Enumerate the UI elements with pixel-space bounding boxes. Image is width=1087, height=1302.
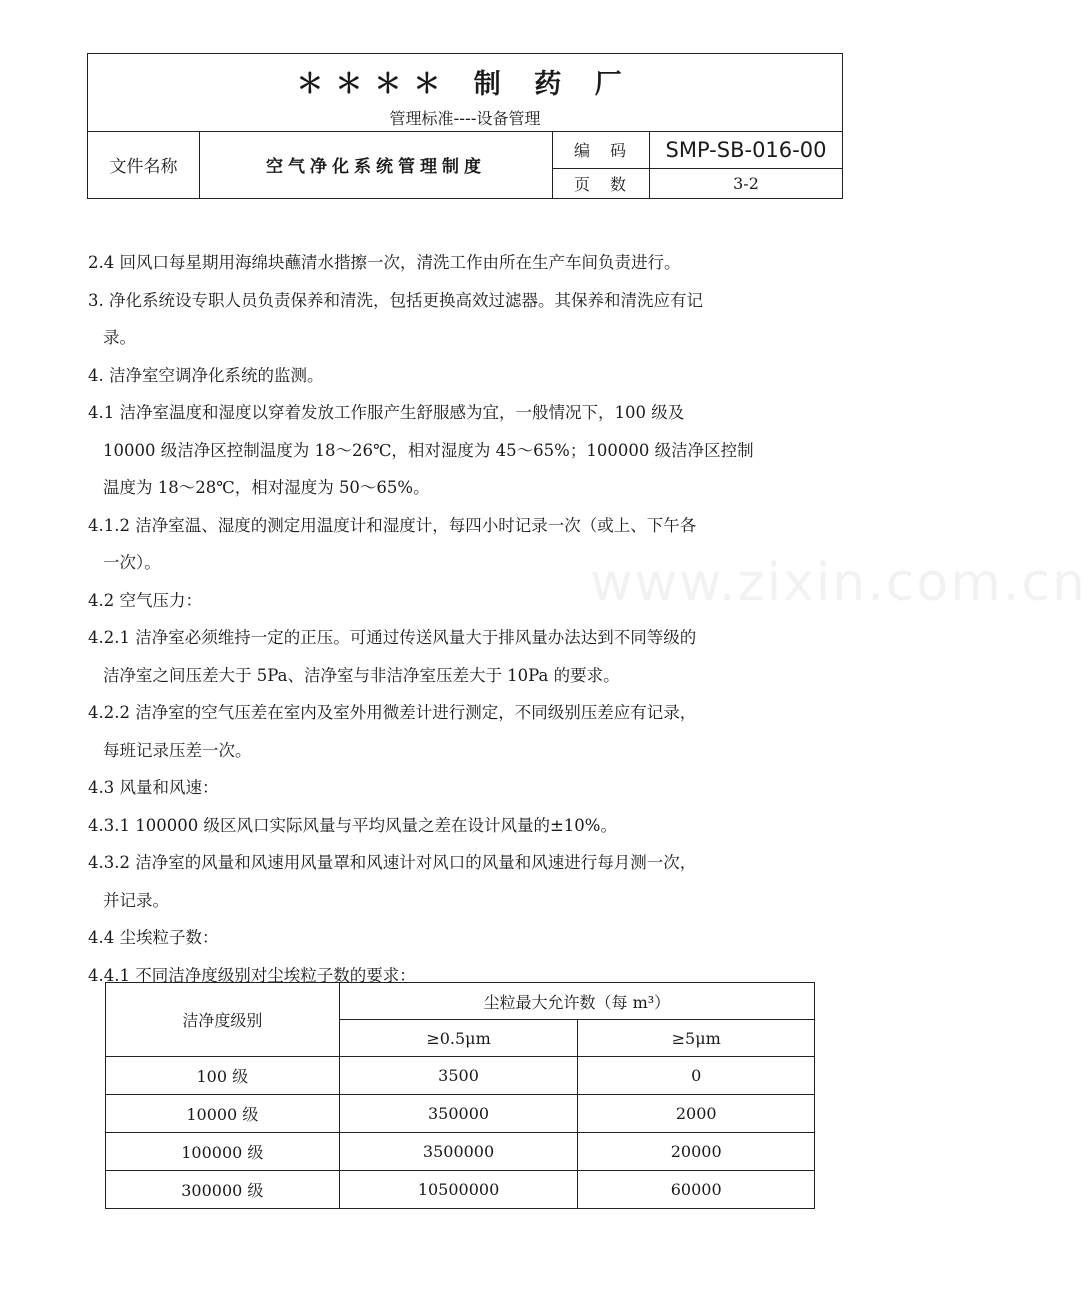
text-line: 3. 净化系统设专职人员负责保养和清洗，包括更换高效过滤器。其保养和清洗应有记 bbox=[88, 290, 703, 310]
text-line: 4. 洁净室空调净化系统的监测。 bbox=[88, 365, 324, 385]
body-text bbox=[88, 244, 840, 994]
text-line: 温度为 18～28℃，相对湿度为 50～65%。 bbox=[103, 478, 430, 497]
table-cell: 100000 级 bbox=[106, 1133, 340, 1171]
particle-limit-table bbox=[105, 982, 815, 1209]
table-cell: 10000 级 bbox=[106, 1095, 340, 1133]
table-cell: 3500000 bbox=[339, 1133, 578, 1171]
text-line: 4.3 风量和风速： bbox=[88, 778, 219, 797]
column-header-0-5um: ≥0.5μm bbox=[339, 1020, 578, 1057]
text-line: 10000 级洁净区控制温度为 18～26℃，相对湿度为 45～65%；100000 级洁净区控制 bbox=[103, 440, 754, 460]
text-line: 4.1.2 洁净室温、湿度的测定用温度计和湿度计，每四小时记录一次（或上、下午各 bbox=[88, 515, 697, 535]
document-name: 空气净化系统管理制度 bbox=[200, 131, 553, 198]
code-label: 编码 bbox=[553, 131, 650, 169]
table-cell: 350000 bbox=[339, 1095, 578, 1133]
table-cell: 10500000 bbox=[339, 1171, 578, 1209]
factory-name: ＊＊＊＊ 制 药 厂 bbox=[296, 69, 634, 100]
text-line: 洁净室之间压差大于 5Pa、洁净室与非洁净室压差大于 10Pa 的要求。 bbox=[103, 665, 620, 685]
table-cell: 3500 bbox=[339, 1057, 578, 1095]
column-header-group: 尘粒最大允许数（每 m³） bbox=[339, 983, 814, 1020]
document-header bbox=[87, 53, 843, 199]
text-line: 4.4.1 不同洁净度级别对尘埃粒子数的要求： bbox=[88, 965, 416, 985]
table-row bbox=[106, 1095, 815, 1133]
text-line: 4.2.1 洁净室必须维持一定的正压。可通过传送风量大于排风量办法达到不同等级的 bbox=[88, 628, 697, 647]
table-cell: 20000 bbox=[578, 1133, 815, 1171]
table-row bbox=[106, 1171, 815, 1209]
text-line: 4.3.2 洁净室的风量和风速用风量罩和风速计对风口的风量和风速进行每月测一次， bbox=[88, 853, 697, 872]
code-value: SMP-SB-016-00 bbox=[650, 131, 842, 169]
text-line: 4.2 空气压力： bbox=[88, 590, 202, 610]
table-cell: 100 级 bbox=[106, 1057, 340, 1095]
page-value: 3-2 bbox=[733, 174, 759, 193]
text-line: 4.2.2 洁净室的空气压差在室内及室外用微差计进行测定，不同级别压差应有记录， bbox=[88, 703, 697, 722]
text-line: 并记录。 bbox=[103, 890, 169, 910]
table-row bbox=[106, 1133, 815, 1171]
text-line: 4.1 洁净室温度和湿度以穿着发放工作服产生舒服感为宜，一般情况下，100 级及 bbox=[88, 403, 685, 422]
text-line: 2.4 回风口每星期用海绵块蘸清水揩擦一次，清洗工作由所在生产车间负责进行。 bbox=[88, 253, 681, 272]
table-cell: 300000 级 bbox=[106, 1171, 340, 1209]
table-cell: 0 bbox=[578, 1057, 815, 1095]
page-label: 页数 bbox=[553, 169, 650, 198]
table-row bbox=[106, 1057, 815, 1095]
text-line: 录。 bbox=[103, 328, 136, 347]
column-header-5um: ≥5μm bbox=[578, 1020, 815, 1057]
watermark: www.zixin.com.cn bbox=[590, 553, 1087, 613]
text-line: 一次）。 bbox=[103, 553, 161, 572]
text-line: 4.3.1 100000 级区风口实际风量与平均风量之差在设计风量的±10%。 bbox=[88, 815, 617, 835]
table-cell: 2000 bbox=[578, 1095, 815, 1133]
header-title-area bbox=[88, 54, 842, 132]
file-name-label: 文件名称 bbox=[88, 131, 200, 198]
text-line: 每班记录压差一次。 bbox=[103, 740, 252, 760]
column-header-class: 洁净度级别 bbox=[106, 983, 340, 1057]
text-line: 4.4 尘埃粒子数： bbox=[88, 928, 219, 947]
table-cell: 60000 bbox=[578, 1171, 815, 1209]
table-header-row bbox=[106, 983, 815, 1020]
management-standard: 管理标准----设备管理 bbox=[389, 109, 541, 128]
